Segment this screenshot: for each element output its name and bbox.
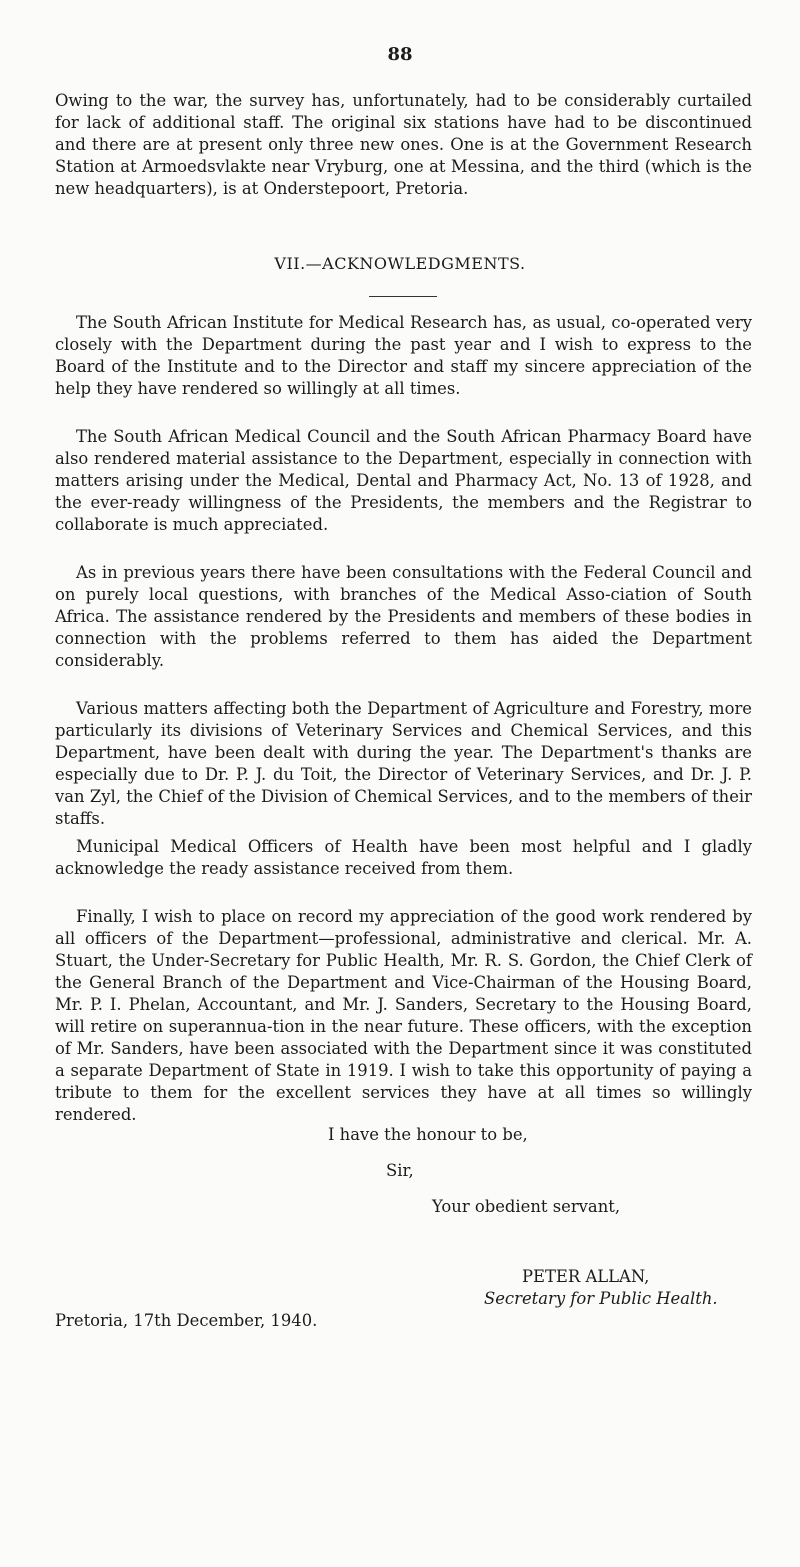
- paragraph-finally: Finally, I wish to place on record my appreciation of the good work rendered by all officers of the Department—professional, administrative and clerical. Mr. A. Stuart, the Under-Secretary for Public Health, Mr. R. S. Gordon, the Chief Clerk of the General Branch of the Department and Vice-Chairman of the Housing Board, Mr. P. I. Phelan, Accountant, and Mr. J. Sanders, Secretary to the Housing Board, will retire on superannua-tion in the near future. These officers, with the exception of Mr. Sanders, have been associated with the Department since it was constituted a separate Department of State in 1919. I wish to take this opportunity of paying a tribute to them for the excellent services they have at all times so willingly rendered.: [55, 907, 752, 1124]
- signatory-name: PETER ALLAN,: [522, 1267, 650, 1286]
- closing-line-servant: Your obedient servant,: [432, 1197, 621, 1216]
- closing-line-sir: Sir,: [386, 1161, 414, 1180]
- heading-rule: [369, 296, 437, 297]
- closing-line-honour: I have the honour to be,: [328, 1125, 528, 1144]
- paragraph-medical-council: The South African Medical Council and the South African Pharmacy Board have also rendered material assistance to the Department, especially in connection with matters arising under the Medical, Dental and Pharmacy Act, No. 13 of 1928, and the ever-ready willingness of the Presidents, the members and the Registrar to collaborate is much appreciated.: [55, 427, 752, 534]
- paragraph-agriculture: Various matters affecting both the Department of Agriculture and Forestry, more particularly its divisions of Veterinary Services and Chemical Services, and this Department, have been dealt with during the year. The Department's thanks are especially due to Dr. P. J. du Toit, the Director of Veterinary Services, and Dr. J. P. van Zyl, the Chief of the Division of Chemical Services, and to the members of their staffs.: [55, 699, 752, 828]
- paragraph-federal-council: As in previous years there have been consultations with the Federal Council and on purely local questions, with branches of the Medical Asso-ciation of South Africa. The assistance rendered by the Presidents and members of these bodies in connection with the problems referred to them has aided the Department considerably.: [55, 563, 752, 670]
- signatory-title: Secretary for Public Health.: [484, 1289, 718, 1308]
- paragraph-municipal: Municipal Medical Officers of Health have been most helpful and I gladly acknowledge the ready assistance received from them.: [55, 837, 752, 878]
- section-heading: VII.—ACKNOWLEDGMENTS.: [274, 254, 526, 273]
- page-number: 88: [387, 44, 413, 65]
- place-date: Pretoria, 17th December, 1940.: [55, 1311, 318, 1330]
- paragraph-institute: The South African Institute for Medical Research has, as usual, co-operated very closely with the Department during the past year and I wish to express to the Board of the Institute and to the Director and staff my sincere appreciation of the help they have rendered so willingly at all times.: [55, 313, 752, 398]
- intro-paragraph: Owing to the war, the survey has, unfortunately, had to be considerably curtailed for lack of additional staff. The original six stations have had to be discontinued and there are at present only three new ones. One is at the Government Research Station at Armoedsvlakte near Vryburg, one at Messina, and the third (which is the new headquarters), is at Onderstepoort, Pretoria.: [55, 91, 752, 198]
